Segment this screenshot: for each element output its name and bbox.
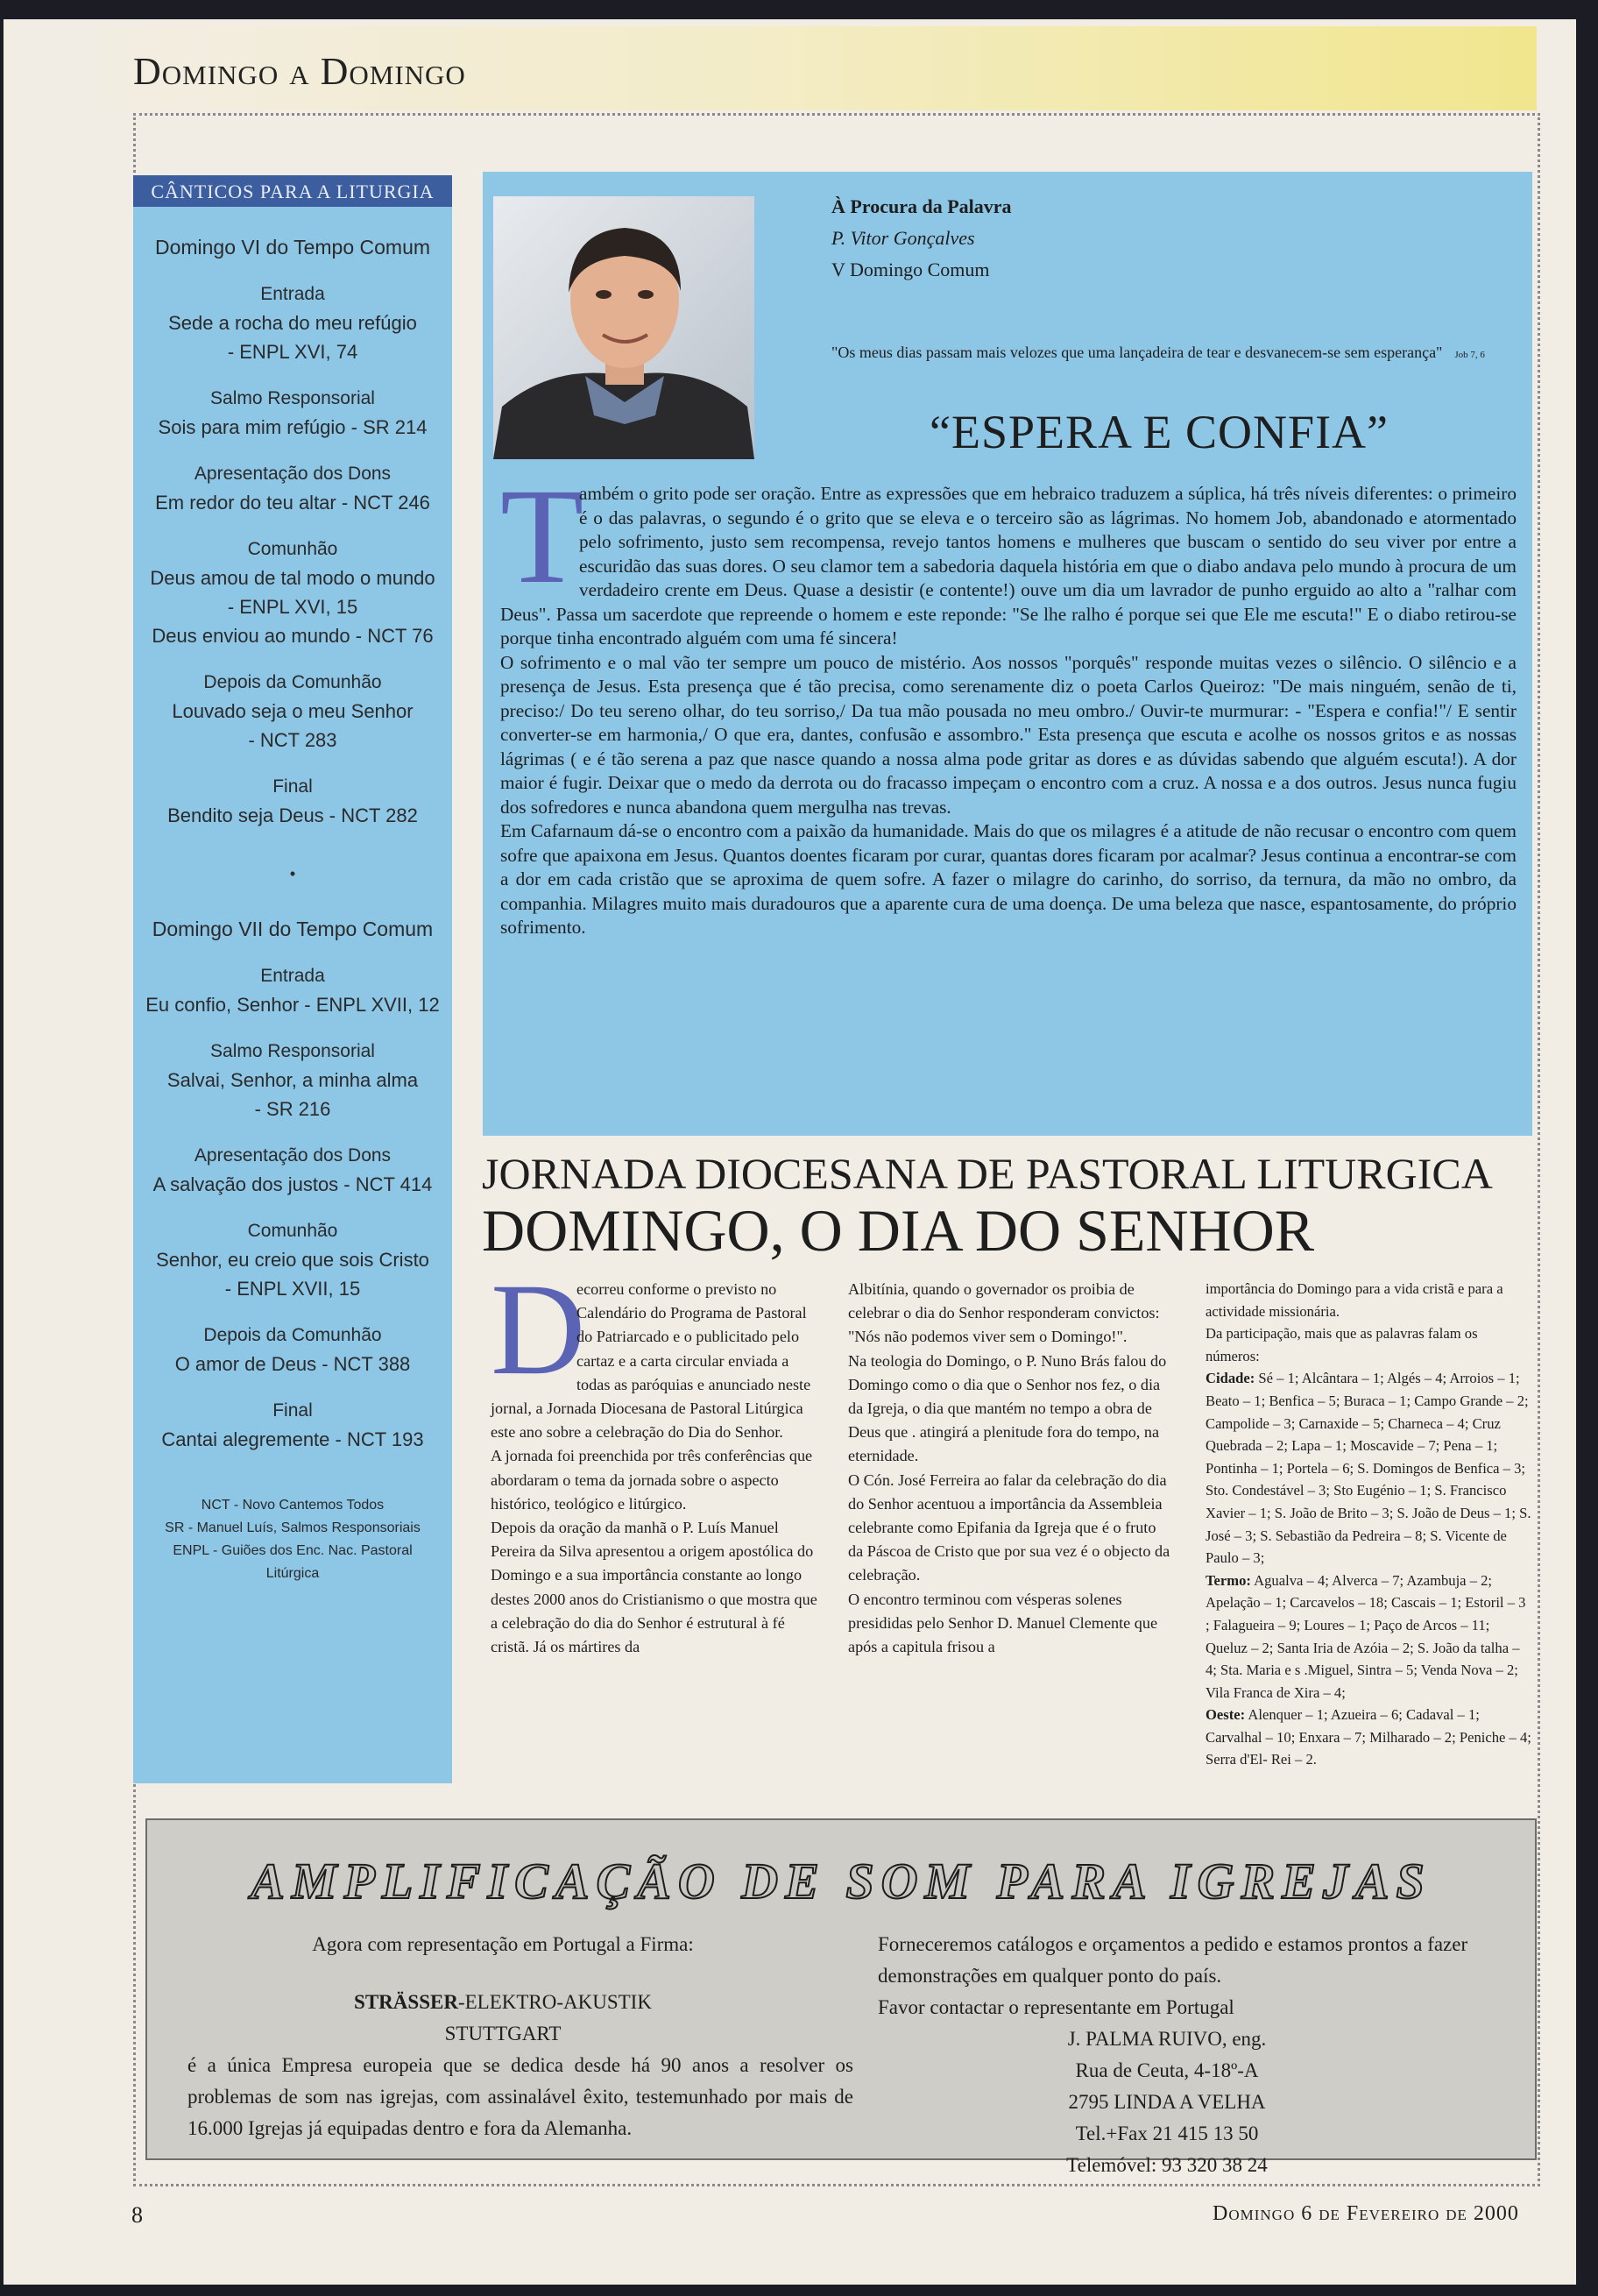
song-line: - SR 216 <box>254 1098 331 1120</box>
advertisement <box>145 1818 1537 2176</box>
contact-line: Tel.+Fax 21 415 13 50 <box>1075 2122 1259 2144</box>
bible-quote <box>831 340 1506 367</box>
ad-contact <box>983 2023 1351 2181</box>
ad-city: STUTTGART <box>444 2023 562 2044</box>
author-photo <box>493 196 754 459</box>
article-meta <box>831 191 1012 286</box>
song-entry <box>133 459 452 517</box>
participation-list: Cidade: Sé – 1; Alcântara – 1; Algés – 4; Arroios – 1; Beato – 1; Benfica – 5; Buraca – 1; Campo Grande – 2; Campolide – 3; Carnaxide – 5; Charneca – 4; Cruz Quebrada – 2; Lapa – 1; Moscavide – 7; Pena – 1; Pontinha – 1; Portela – 6; S. Domingos de Benfica – 3; Sto. Condestável – 3; Sto Eugénio – 1; S. Francisco Xavier – 1; S. João de Brito – 3; S. João de Deus – 1; S. José – 3; S. Sebastião da Pedreira – 8; S. Vicente de Paulo – 3; <box>1206 1370 1531 1567</box>
article-paragraph: T ambém o grito pode ser oração. Entre as expressões que em hebraico traduzem a súplica, há três níveis diferentes: o primeiro é o das palavras, o segundo é o grito que se eleva e o terceiro são as lágrimas. No homem Job, abandonado e atormentado pelo sofrimento, justo sem recompensa, revejo tantos homens e mulheres que buscam o sentido do seu viver por entre a escuridão das suas dores. O seu clamor tem a sabedoria daquela história em que o diabo andava pelo mundo à procura de um verdadeiro crente em Deus. Quase a desistir (e contente!) ouve um dia um lavrador de punho erguido ao alto a "ralhar com Deus". Passa um sacerdote que repreende o homem e este reponde: "Se lhe ralho é porque sei que Ele me escuta!" E o diabo retirou-se porque tinha encontrado alguém com uma fé sincera! <box>500 460 1517 648</box>
ad-title: AMPLIFICAÇÃO DE SOM PARA IGREJAS <box>251 1853 1432 1910</box>
jornada-column-2 <box>848 1278 1175 1659</box>
song-label: Final <box>272 776 313 797</box>
quote-text: "Os meus dias passam mais velozes que uma lançadeira de tear e desvanecem-se sem esperança" <box>831 344 1443 361</box>
song-entry <box>133 668 452 755</box>
drop-cap: D <box>491 1257 586 1402</box>
article-sunday: V Domingo Comum <box>831 259 990 280</box>
section-title: Domingo a Domingo <box>133 50 466 93</box>
sunday-title: Domingo VII do Tempo Comum <box>152 918 434 940</box>
list-label: Cidade: <box>1206 1370 1255 1387</box>
song-line: Eu confio, Senhor - ENPL XVII, 12 <box>145 994 440 1016</box>
song-entry <box>133 1141 452 1199</box>
page-number: 8 <box>131 2202 143 2228</box>
song-entry <box>133 384 452 442</box>
song-entry <box>133 961 452 1019</box>
article-paragraph: Em Cafarnaum dá-se o encontro com a paixão da humanidade. Mais do que os milagres é a atitude de não recusar o encontro com quem sofre que apaixona em Jesus. Quantos doentes ficaram por curar, quantas dores ficaram por acalmar? Jesus continua a encontrar-se com a dor em cada cristão que se aproxima de quem sofre. A fazer o milagre do carinho, do sorriso, da ternura, da mão no ombro, da companhia. Milagres muito mais duradouros que a aparente cura de uma doença. De uma beleza que nasce, espantosamente, do próprio sofrimento. <box>500 820 1517 938</box>
article-body <box>500 460 1517 940</box>
separator-dot: • <box>289 865 296 882</box>
song-label: Apresentação dos Dons <box>194 464 392 484</box>
article-author: P. Vitor Gonçalves <box>831 227 975 249</box>
song-line: Bendito seja Deus - NCT 282 <box>167 804 418 826</box>
column-paragraph: Depois da oração da manhã o P. Luís Manuel Pereira da Silva apresentou a origem apostólica do Domingo e a sua importância constante ao longo destes 2000 anos do Cristianismo o que mostra que a celebração do dia do Senhor é estrutural à fé cristã. Já os mártires da <box>491 1519 817 1656</box>
ad-right-column <box>878 1929 1509 2181</box>
song-entry <box>133 280 452 366</box>
song-label: Apresentação dos Dons <box>194 1145 392 1166</box>
sunday-title: Domingo VI do Tempo Comum <box>154 236 431 259</box>
column-paragraph: O encontro terminou com vésperas solenes presididas pelo Senhor D. Manuel Clemente que após a capitula frisou a <box>848 1590 1158 1656</box>
song-label: Comunhão <box>247 539 338 559</box>
note-line: ENPL - Guiões dos Enc. Nac. Pastoral <box>173 1543 413 1558</box>
song-line: Salvai, Senhor, a minha alma <box>166 1069 419 1091</box>
article-espera-e-confia <box>483 172 1532 1136</box>
column-paragraph: D ecorreu conforme o previsto no Calendário do Programa de Pastoral do Patriarcado e o publicitado pelo cartaz e a carta circular enviada a todas as paróquias e anunciado neste jornal, a Jornada Diocesana de Pastoral Litúrgica este ano sobre a celebração do Dia do Senhor. <box>491 1257 811 1442</box>
author-portrait <box>493 196 754 459</box>
issue-date: Domingo 6 de Fevereiro de 2000 <box>1213 2202 1519 2225</box>
drop-cap: T <box>500 460 584 612</box>
quote-reference: Job 7, 6 <box>1454 350 1485 360</box>
song-line: Cantai alegremente - NCT 193 <box>161 1428 424 1450</box>
jornada-kicker: JORNADA DIOCESANA DE PASTORAL LITURGICA <box>482 1149 1493 1198</box>
song-entry <box>133 1396 452 1454</box>
song-line: - ENPL XVI, 15 <box>227 596 358 618</box>
column-paragraph: Albitínia, quando o governador os proibia de celebrar o dia do Senhor responderam convictos: "Nós não podemos viver sem o Domingo!". <box>848 1280 1160 1346</box>
ad-left-column <box>187 1929 853 2144</box>
song-label: Entrada <box>260 966 325 986</box>
ad-right-body: Forneceremos catálogos e orçamentos a pedido e estamos prontos a fazer demonstrações em qualquer ponto do país. <box>878 1933 1468 1987</box>
article-kicker: À Procura da Palavra <box>831 195 1012 217</box>
jornada-column-1 <box>491 1257 817 1659</box>
note-line: SR - Manuel Luís, Salmos Responsoriais <box>165 1520 421 1535</box>
contact-line: Telemóvel: 93 320 38 24 <box>1066 2154 1268 2176</box>
song-entry <box>133 772 452 830</box>
song-line: Deus amou de tal modo o mundo <box>150 567 435 589</box>
song-line: A salvação dos justos - NCT 414 <box>152 1173 433 1195</box>
article-paragraph: O sofrimento e o mal vão ter sempre um pouco de mistério. Aos nossos "porquês" responde muitas vezes o silêncio. O silêncio e a presença de Jesus. Esta presença que é tão precisa, como serenamente diz o poeta Carlos Queiroz: "De mais ninguém, senão de ti, preciso:/ Do teu sereno olhar, do teu sorriso,/ Da tua mão pousada no meu ombro./ Ouvir-te murmurar: - "Espera e confia!"/ E sentir converter-se em harmonia,/ O que era, dantes, confusão e assombro." Esta presença que escuta e acolhe os nossos gritos e as nossas lágrimas ( e é tão serena a paz que nasce quando a nossa alma pode gritar as dores e as dúvidas sabendo que alguém escuta!). A dor maior é fugir. Deixar que o medo da derrota ou do fracasso impeçam o encontro com a cruz. A nossa e a dos outros. Jesus nunca fugiu dos sofredores e nunca abandona quem mergulha nas trevas. <box>500 651 1517 818</box>
liturgy-songs-sidebar <box>133 175 452 1783</box>
participation-list: Termo: Agualva – 4; Alverca – 7; Azambuja – 2; Apelação – 1; Carcavelos – 18; Cascais – 1; Estoril – 3 ; Falagueira – 9; Loures – 1; Paço de Arcos – 11; Queluz – 2; Santa Iria de Azóia – 2; S. João da talha – 4; Sta. Maria e s .Miguel, Sintra – 5; Venda Nova – 2; Vila Franca de Xira – 4; <box>1206 1571 1526 1701</box>
song-line: - ENPL XVI, 74 <box>227 341 358 363</box>
column-paragraph: Da participação, mais que as palavras falam os números: <box>1206 1325 1478 1364</box>
ad-company: STRÄSSER-ELEKTRO-AKUSTIK <box>354 1991 652 2013</box>
song-entry <box>133 1037 452 1123</box>
sidebar-notes <box>133 1494 452 1585</box>
song-label: Comunhão <box>247 1221 338 1241</box>
column-paragraph: Na teologia do Domingo, o P. Nuno Brás falou do Domingo como o dia que o Senhor nos fez, o dia da Igreja, o dia que mantém no tempo a obra de Deus que . atingirá a plenitude fora do tempo, na eternidade. <box>848 1351 1167 1465</box>
song-line: Senhor, eu creio que sois Cristo <box>156 1249 429 1271</box>
song-line: Sois para mim refúgio - SR 214 <box>158 416 428 438</box>
ad-left-body: é a única Empresa europeia que se dedica desde há 90 anos a resolver os problemas de som nas igrejas, com assinalável êxito, testemunhado por mais de 16.000 Igrejas já equipadas dentro e fora da Alemanha. <box>187 2054 853 2139</box>
song-label: Depois da Comunhão <box>203 672 382 692</box>
participation-list: Oeste: Alenquer – 1; Azueira – 6; Cadaval – 1; Carvalhal – 10; Enxara – 7; Milharado – 2; Peniche – 4; Serra d'El- Rei – 2. <box>1206 1706 1531 1768</box>
song-entry <box>133 1216 452 1303</box>
article-title: “ESPERA E CONFIA” <box>930 406 1389 458</box>
column-paragraph: A jornada foi preenchida por três conferências que abordaram o tema da jornada sobre o aspecto histórico, teológico e litúrgico. <box>491 1447 813 1513</box>
note-line: Litúrgica <box>265 1566 320 1581</box>
ad-contact-intro: Favor contactar o representante em Portugal <box>878 1996 1234 2018</box>
song-label: Entrada <box>260 284 325 304</box>
song-line: Sede a rocha do meu refúgio <box>168 312 417 334</box>
jornada-column-3 <box>1206 1278 1532 1771</box>
song-label: Depois da Comunhão <box>203 1325 382 1345</box>
song-line: Deus enviou ao mundo - NCT 76 <box>152 625 434 647</box>
song-entry <box>133 1321 452 1378</box>
contact-line: J. PALMA RUIVO, eng. <box>1067 2028 1267 2050</box>
list-label: Termo: <box>1206 1571 1251 1589</box>
jornada-title: DOMINGO, O DIA DO SENHOR <box>482 1197 1315 1264</box>
song-line: Em redor do teu altar - NCT 246 <box>155 492 430 514</box>
song-entry <box>133 535 452 650</box>
contact-line: 2795 LINDA A VELHA <box>1068 2091 1266 2113</box>
column-paragraph: O Cón. José Ferreira ao falar da celebração do dia do Senhor acentuou a importância da Assembleia celebrante como Epifania da Igreja que é o fruto da Páscoa de Cristo que por sua vez é o objecto da celebração. <box>848 1470 1170 1584</box>
ad-intro: Agora com representação em Portugal a Firma: <box>312 1933 694 1955</box>
song-line: - ENPL XVII, 15 <box>224 1278 361 1300</box>
song-line: Louvado seja o meu Senhor <box>172 700 414 722</box>
song-line: O amor de Deus - NCT 388 <box>174 1353 411 1375</box>
song-label: Final <box>272 1400 313 1421</box>
song-label: Salmo Responsorial <box>210 388 375 408</box>
sidebar-heading: CÂNTICOS PARA A LITURGIA <box>133 175 452 207</box>
song-label: Salmo Responsorial <box>210 1041 375 1061</box>
newspaper-page <box>4 19 1576 2285</box>
list-label: Oeste: <box>1206 1706 1246 1724</box>
song-line: - NCT 283 <box>248 729 337 751</box>
note-line: NCT - Novo Cantemos Todos <box>201 1498 385 1513</box>
column-paragraph: importância do Domingo para a vida cristã e para a actividade missionária. <box>1206 1280 1503 1320</box>
contact-line: Rua de Ceuta, 4-18º-A <box>1075 2059 1259 2081</box>
sidebar-body <box>133 226 452 1585</box>
